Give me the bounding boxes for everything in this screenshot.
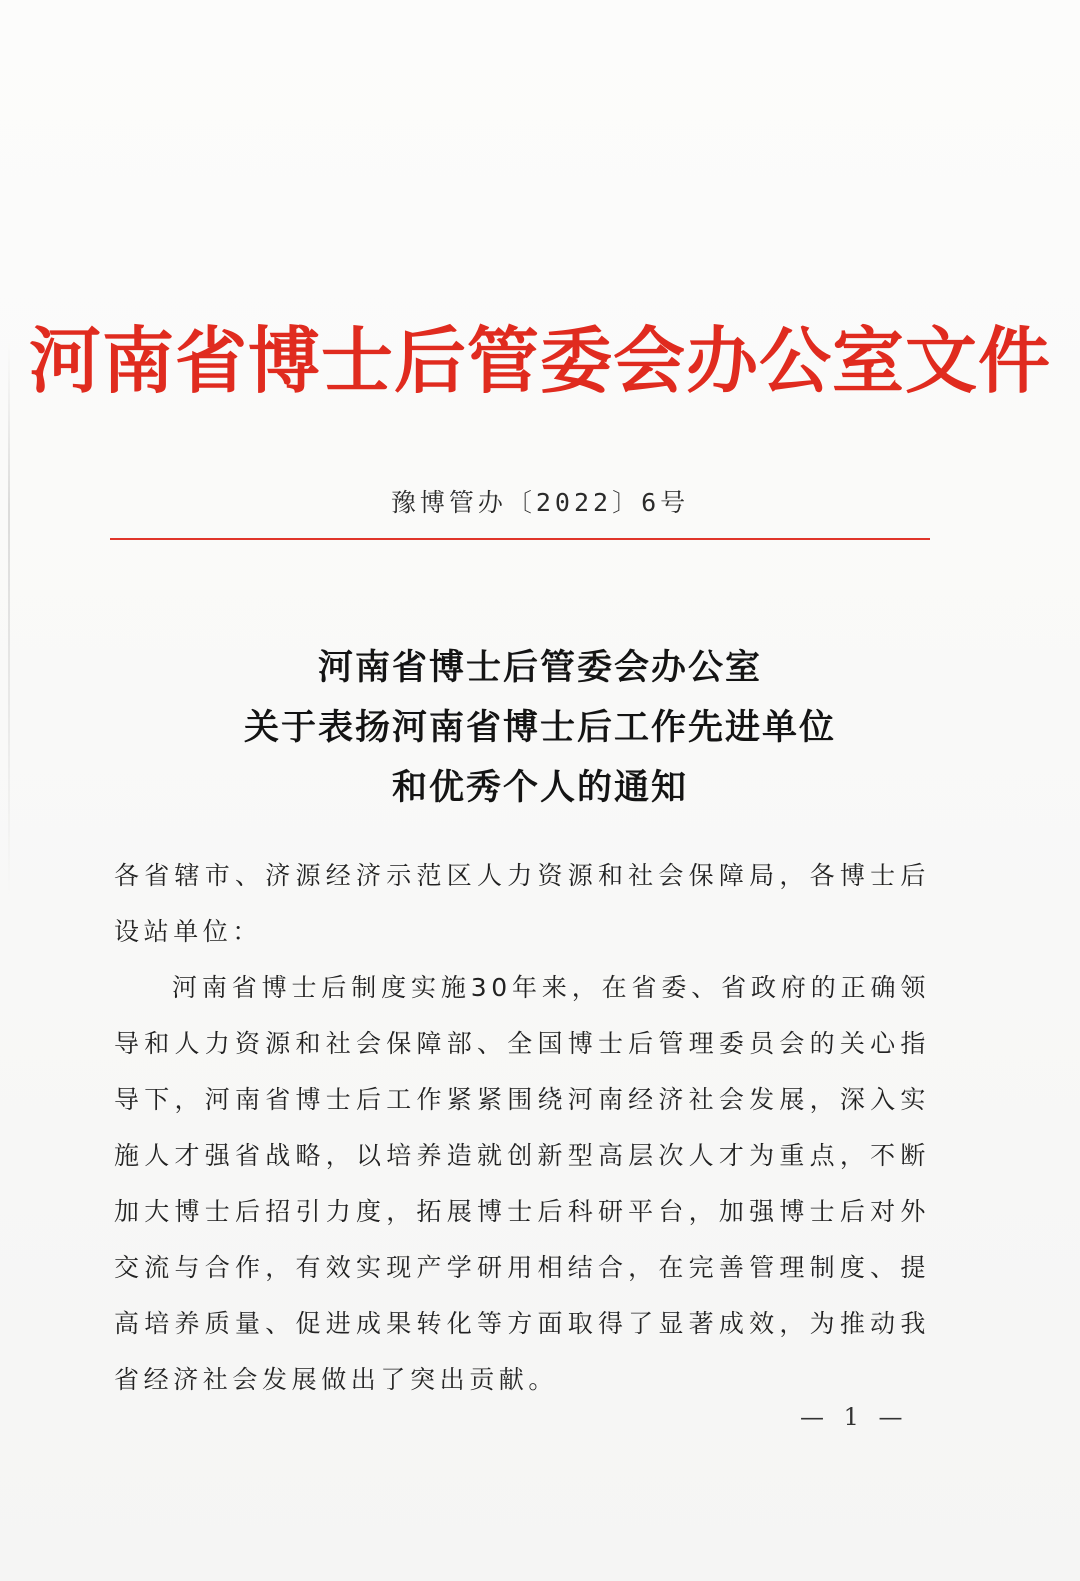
title-line-1: 河南省博士后管委会办公室 [317, 647, 762, 688]
page-number: — 1 — [800, 1403, 909, 1431]
red-divider-line [110, 538, 930, 540]
red-header-banner: 河南省博士后管委会办公室文件 [28, 318, 1051, 403]
paragraph-1: 河南省博士后制度实施30年来，在省委、省政府的正确领导和人力资源和社会保障部、全国博士后管理委员会的关心指导下，河南省博士后工作紧紧围绕河南经济社会发展，深入实施人才强省战略，以培养造就创新型高层次人才为重点，不断加大博士后招引力度，拓展博士后科研平台，加强博士后对外交流与合作，有效实现产学研用相结合，在完善管理制度、提高培养质量、促进成果转化等方面取得了显著成效，为推动我省经济社会发展做出了突出贡献。 [114, 973, 930, 1394]
salutation: 各省辖市、济源经济示范区人力资源和社会保障局，各博士后设站单位： [114, 861, 930, 946]
title-line-3: 和优秀个人的通知 [391, 767, 688, 808]
title-line-2: 关于表扬河南省博士后工作先进单位 [243, 707, 836, 748]
notice-title [0, 638, 1080, 818]
notice-body [114, 848, 930, 1408]
document-number: 豫博管办〔2022〕6号 [390, 488, 690, 517]
